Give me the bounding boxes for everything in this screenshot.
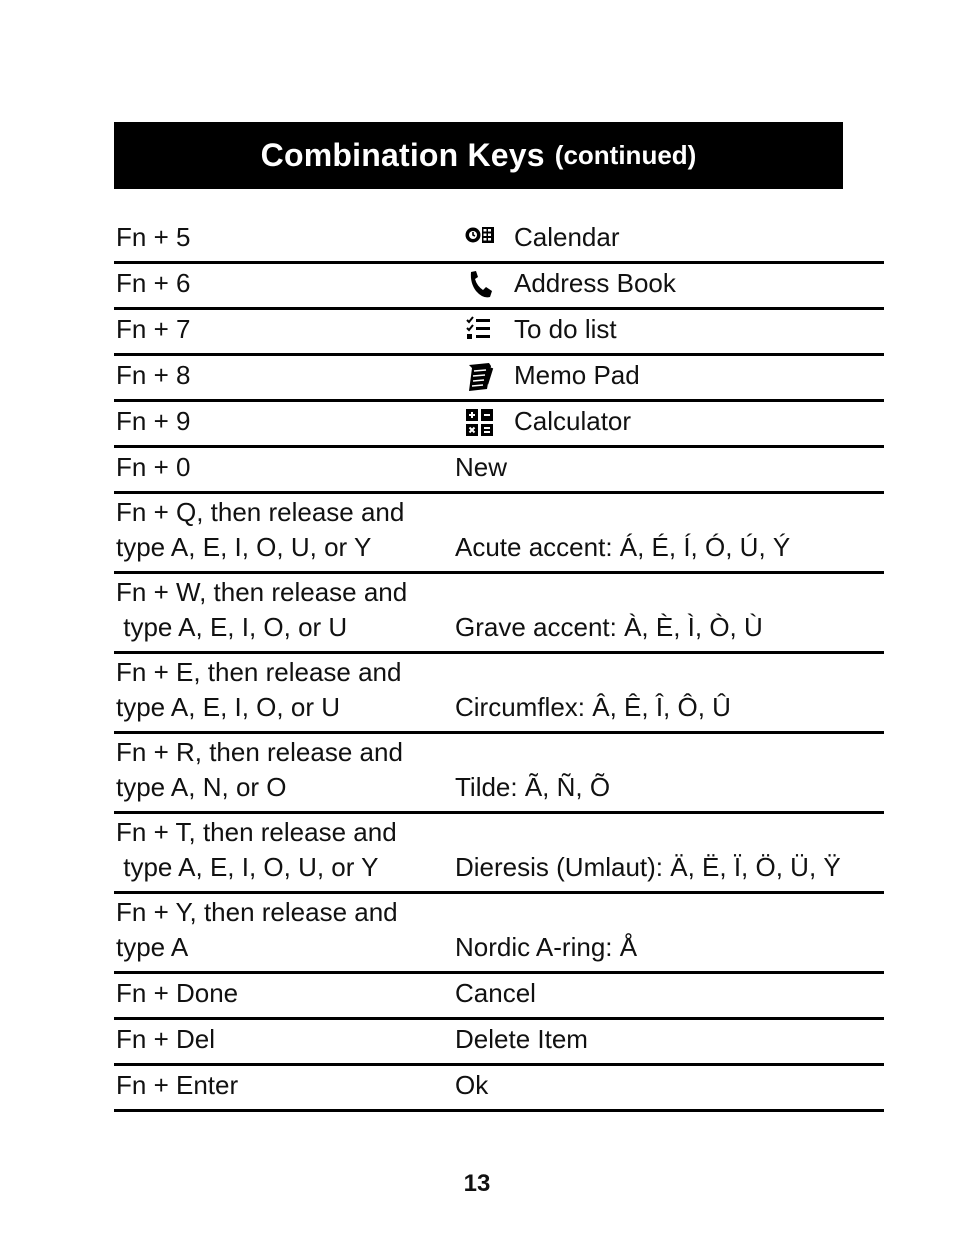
function-label: Acute accent: Á, É, Í, Ó, Ú, Ý xyxy=(455,532,791,562)
page-subtitle: (continued) xyxy=(554,140,697,170)
key-function xyxy=(455,220,620,255)
key-combination-line: type A, E, I, O, U, or Y xyxy=(116,852,379,882)
function-label: Nordic A-ring: Å xyxy=(455,932,638,962)
function-label: Grave accent: À, È, Ì, Ò, Ù xyxy=(455,612,763,642)
key-combination-line: Fn + Del xyxy=(116,1024,215,1054)
function-label: New xyxy=(455,452,508,482)
key-function xyxy=(455,450,507,485)
key-combination-line: type A, E, I, O, or U xyxy=(116,692,340,722)
table-row xyxy=(114,216,884,264)
key-combination-line: Fn + Done xyxy=(116,978,239,1008)
todo-list-icon xyxy=(465,316,495,344)
table-row xyxy=(114,974,884,1020)
table-row xyxy=(114,264,884,310)
table-row xyxy=(114,1066,884,1112)
page-title: Combination Keys xyxy=(260,137,545,173)
key-combination xyxy=(116,976,238,1011)
key-function xyxy=(455,1068,488,1103)
key-combination xyxy=(116,815,397,885)
key-combination-line: Fn + 0 xyxy=(116,452,191,482)
key-function xyxy=(455,690,731,725)
function-label: Cancel xyxy=(455,978,536,1008)
key-function xyxy=(455,404,631,439)
key-function xyxy=(455,610,763,645)
key-combination-line: Fn + 6 xyxy=(116,268,191,298)
key-function xyxy=(455,930,637,965)
key-combination-line: Fn + R, then release and xyxy=(116,737,403,767)
key-combination-line: Fn + Enter xyxy=(116,1070,239,1100)
key-combination-line: type A xyxy=(116,932,189,962)
key-combination-line: type A, E, I, O, or U xyxy=(116,612,348,642)
table-row xyxy=(114,310,884,356)
key-function xyxy=(455,530,790,565)
key-combination xyxy=(116,895,398,965)
section-title-bar xyxy=(114,122,843,189)
key-function xyxy=(455,770,610,805)
key-combination xyxy=(116,1022,215,1057)
table-row xyxy=(114,894,884,974)
function-label: Delete Item xyxy=(455,1024,588,1054)
key-combination-line: Fn + W, then release and xyxy=(116,577,408,607)
table-row xyxy=(114,654,884,734)
key-combination-line: Fn + 9 xyxy=(116,406,191,436)
key-combination xyxy=(116,1068,238,1103)
table-row xyxy=(114,356,884,402)
key-combination xyxy=(116,358,190,393)
table-row xyxy=(114,574,884,654)
key-combination xyxy=(116,266,190,301)
address-book-phone-icon xyxy=(465,270,495,298)
key-combination-line: Fn + T, then release and xyxy=(116,817,397,847)
key-function xyxy=(455,850,841,885)
key-combination-line: type A, N, or O xyxy=(116,772,287,802)
key-combination xyxy=(116,312,190,347)
page-number: 13 xyxy=(463,1170,491,1197)
function-label: Circumflex: Â, Ê, Î, Ô, Û xyxy=(455,692,731,722)
key-function xyxy=(455,358,640,393)
table-row xyxy=(114,1020,884,1066)
calendar-icon xyxy=(465,224,495,252)
key-combination-line: Fn + 5 xyxy=(116,222,191,252)
key-combination-line: Fn + 8 xyxy=(116,360,191,390)
function-label: Address Book xyxy=(514,268,676,298)
key-combination xyxy=(116,655,401,725)
function-label: Calculator xyxy=(514,406,632,436)
table-row xyxy=(114,814,884,894)
table-row xyxy=(114,402,884,448)
key-combination xyxy=(116,220,190,255)
key-combination xyxy=(116,450,190,485)
key-combination xyxy=(116,495,404,565)
key-combination xyxy=(116,575,407,645)
key-combination-line: type A, E, I, O, U, or Y xyxy=(116,532,372,562)
table-row xyxy=(114,734,884,814)
key-combination-line: Fn + Y, then release and xyxy=(116,897,398,927)
function-label: To do list xyxy=(514,314,617,344)
function-label: Tilde: Ã, Ñ, Õ xyxy=(455,772,611,802)
key-combination xyxy=(116,404,190,439)
key-combination xyxy=(116,735,403,805)
key-function xyxy=(455,266,676,301)
function-label: Ok xyxy=(455,1070,489,1100)
key-combination-line: Fn + Q, then release and xyxy=(116,497,405,527)
function-label: Dieresis (Umlaut): Ä, Ë, Ï, Ö, Ü, Ÿ xyxy=(455,852,841,882)
key-combination-line: Fn + 7 xyxy=(116,314,191,344)
key-function xyxy=(455,976,536,1011)
table-row xyxy=(114,494,884,574)
table-row xyxy=(114,448,884,494)
memo-pad-icon xyxy=(465,362,495,390)
function-label: Memo Pad xyxy=(514,360,640,390)
combination-keys-table xyxy=(114,216,884,1112)
key-combination-line: Fn + E, then release and xyxy=(116,657,402,687)
key-function xyxy=(455,312,617,347)
key-function xyxy=(455,1022,588,1057)
function-label: Calendar xyxy=(514,222,620,252)
calculator-icon xyxy=(465,408,495,436)
